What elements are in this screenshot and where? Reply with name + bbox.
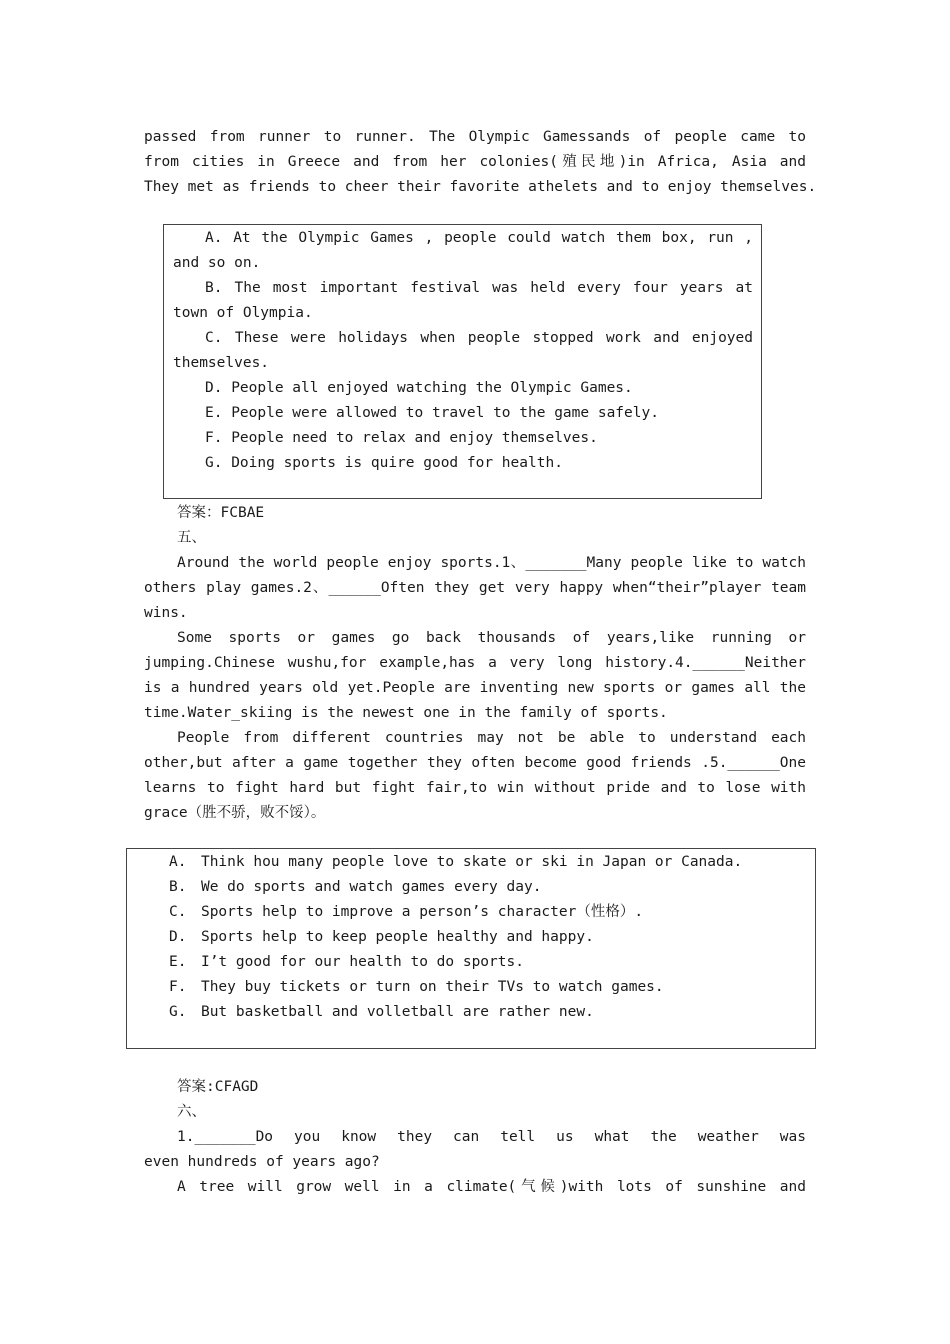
option-f: F. They buy tickets or turn on their TVs to watch games. [169, 979, 664, 995]
section-5-text: learns to fight hard but fight fair,to win without pride and to lose with [144, 780, 806, 796]
option-d: D. Sports help to keep people healthy and happy. [169, 929, 594, 945]
option-g: G. Doing sports is quire good for health. [205, 455, 563, 471]
section-5-heading: 五、 [177, 530, 206, 546]
intro-line: They met as friends to cheer their favorite athelets and to enjoy themselves. [144, 179, 817, 195]
section-6-heading: 六、 [177, 1104, 206, 1120]
answer-1: 答案：FCBAE [177, 505, 265, 521]
section-5-text: People from different countries may not be able to understand each [177, 730, 806, 746]
option-g: G. But basketball and volletball are rather new. [169, 1004, 594, 1020]
option-e: E. People were allowed to travel to the game safely. [205, 405, 659, 421]
option-a: A. At the Olympic Games , people could watch them box, run , [205, 230, 753, 246]
option-c: C. These were holidays when people stopped work and enjoyed [205, 330, 753, 346]
intro-line: from cities in Greece and from her colonies(殖民地)in Africa, Asia and [144, 154, 806, 170]
section-5-text: time.Water_skiing is the newest one in the family of sports. [144, 705, 668, 721]
intro-line: passed from runner to runner. The Olympic Gamessands of people came to [144, 129, 806, 145]
answer-2: 答案:CFAGD [177, 1079, 259, 1095]
section-5-text: grace（胜不骄，败不馁）。 [144, 805, 326, 821]
option-d: D. People all enjoyed watching the Olympic Games. [205, 380, 633, 396]
option-c: C. Sports help to improve a person’s character（性格）. [169, 904, 644, 920]
section-5-text: other,but after a game together they often become good friends .5.______One [144, 755, 806, 771]
section-6-text: 1._______Do you know they can tell us what the weather was [177, 1129, 806, 1145]
option-f: F. People need to relax and enjoy themselves. [205, 430, 598, 446]
option-b: B. We do sports and watch games every day. [169, 879, 542, 895]
option-b: B. The most important festival was held every four years at [205, 280, 753, 296]
section-5-text: Some sports or games go back thousands of years,like running or [177, 630, 806, 646]
section-5-text: jumping.Chinese wushu,for example,has a very long history.4.______Neither [144, 655, 806, 671]
section-5-text: wins. [144, 605, 188, 621]
section-6-text: A tree will grow well in a climate(气候)with lots of sunshine and [177, 1179, 806, 1195]
section-5-text: Around the world people enjoy sports.1、_______Many people like to watch [177, 555, 806, 571]
option-a: A. Think hou many people love to skate or ski in Japan or Canada. [169, 854, 743, 870]
option-b-cont: town of Olympia. [173, 305, 313, 321]
section-5-text: others play games.2、______Often they get very happy when“their”player team [144, 580, 806, 596]
option-e: E. I’t good for our health to do sports. [169, 954, 524, 970]
section-5-text: is a hundred years old yet.People are inventing new sports or games all the [144, 680, 806, 696]
option-a-cont: and so on. [173, 255, 261, 271]
option-c-cont: themselves. [173, 355, 270, 371]
section-6-text: even hundreds of years ago? [144, 1154, 380, 1170]
